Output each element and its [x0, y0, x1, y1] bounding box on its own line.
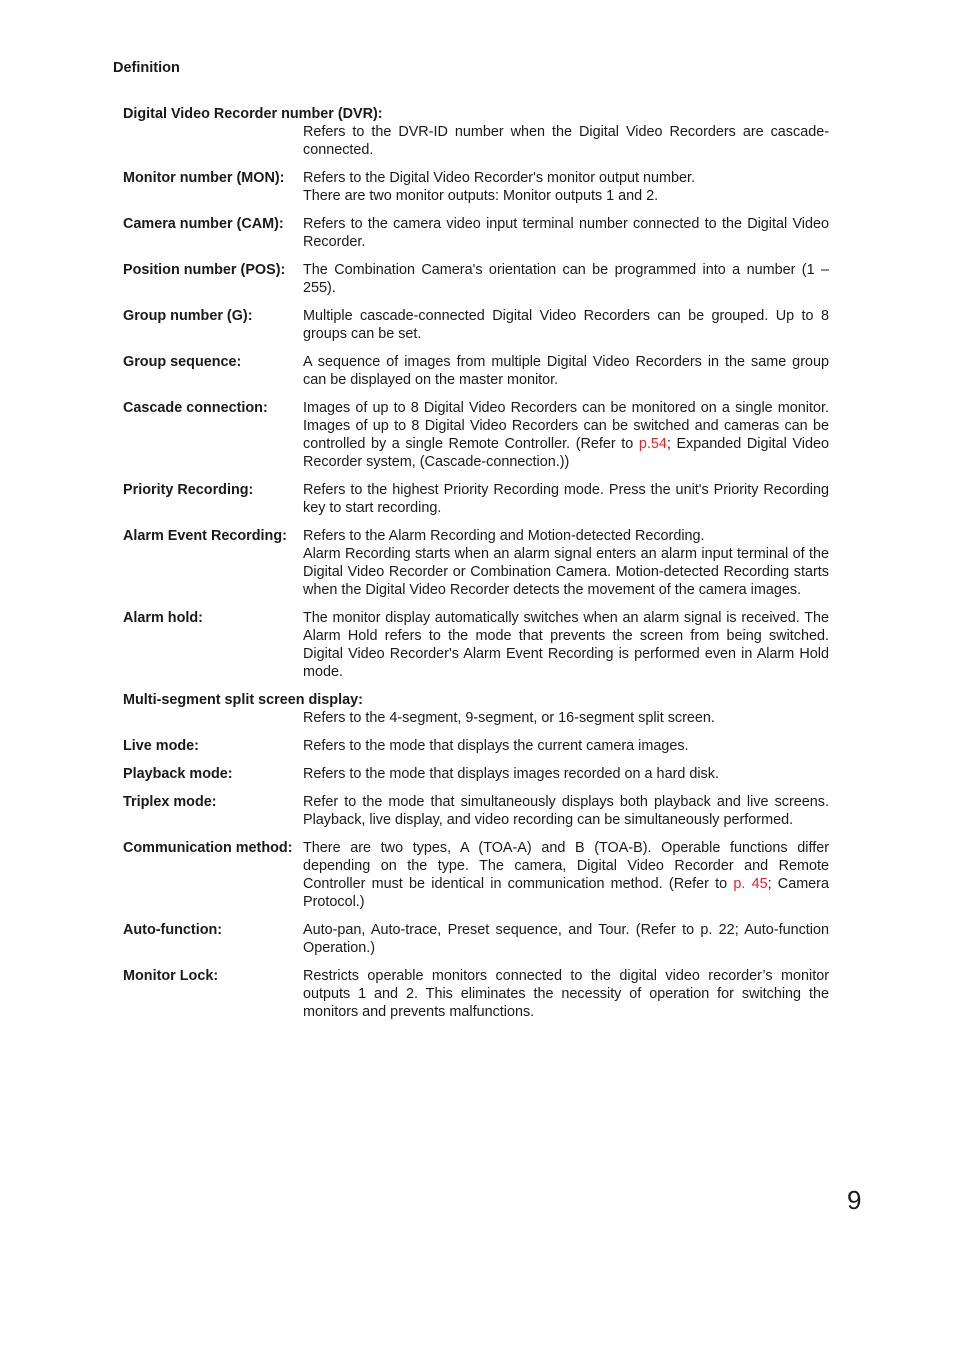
definition-entry [123, 481, 829, 517]
description-paragraph: Refers to the 4-segment, 9-segment, or 16-segment split screen. [303, 710, 715, 726]
definition-entry [123, 691, 829, 727]
description-paragraph: Refer to the mode that simultaneously displays both playback and live screens. Playback, live display, and video recording can be simultaneously performed. [303, 794, 829, 828]
description-paragraph: Restricts operable monitors connected to the digital video recorder’s monitor outputs 1 and 2. This eliminates the necessity of operation for switching the monitors and prevents malfunctions. [303, 968, 829, 1020]
definition-entry [123, 169, 829, 205]
definition-term: Communication method: [123, 840, 293, 856]
description-paragraph: Refers to the DVR-ID number when the Digital Video Recorders are cascade-connected. [303, 124, 829, 158]
description-paragraph: Multiple cascade-connected Digital Video Recorders can be grouped. Up to 8 groups can be set. [303, 308, 829, 342]
definition-term: Cascade connection: [123, 400, 268, 416]
definition-description [303, 527, 829, 599]
definition-entry [123, 921, 829, 957]
description-text: Images of up to 8 Digital Video Recorders can be monitored on a single monitor. Images of up to 8 Digital Video Recorders can be switched and cameras can be controlled by a single Remote Controller. (Refer to [303, 400, 829, 452]
description-text: ; Camera Protocol.) [303, 876, 829, 910]
definition-description [303, 737, 829, 755]
description-paragraph [303, 839, 829, 911]
description-paragraph: Refers to the Digital Video Recorder's monitor output number. [303, 170, 696, 186]
definition-description [303, 793, 829, 829]
definition-term: Camera number (CAM): [123, 216, 284, 232]
definition-term: Alarm Event Recording: [123, 528, 287, 544]
definition-entry [123, 737, 829, 755]
definition-entry [123, 215, 829, 251]
definition-entry [123, 527, 829, 599]
description-paragraph: Refers to the Alarm Recording and Motion-detected Recording. [303, 528, 705, 544]
description-paragraph: Refers to the highest Priority Recording mode. Press the unit's Priority Recording key to start recording. [303, 482, 829, 516]
description-paragraph: Refers to the mode that displays images recorded on a hard disk. [303, 766, 719, 782]
definition-term: Playback mode: [123, 766, 233, 782]
definition-term: Position number (POS): [123, 262, 286, 278]
definition-description [303, 709, 829, 727]
definition-term: Group sequence: [123, 354, 242, 370]
definition-term: Live mode: [123, 738, 199, 754]
definition-term: Priority Recording: [123, 482, 254, 498]
definition-entry [123, 765, 829, 783]
description-paragraph: There are two monitor outputs: Monitor outputs 1 and 2. [303, 188, 659, 204]
page-reference-link[interactable]: p.54 [638, 436, 667, 452]
definition-entry [123, 105, 829, 159]
description-paragraph: The Combination Camera's orientation can be programmed into a number (1 – 255). [303, 262, 829, 296]
definition-description [303, 353, 829, 389]
definition-description [303, 123, 829, 159]
definition-description [303, 215, 829, 251]
description-paragraph: Alarm Recording starts when an alarm signal enters an alarm input terminal of the Digital Video Recorder or Combination Camera. Motion-detected Recording starts when the Digital Video Recorder detects the movement of the camera images. [303, 546, 829, 598]
description-paragraph [303, 399, 829, 471]
definition-entry [123, 967, 829, 1021]
definition-description [303, 921, 829, 957]
definition-term: Auto-function: [123, 922, 223, 938]
definition-entry [123, 353, 829, 389]
definition-entry [123, 793, 829, 829]
definition-entry [123, 839, 829, 911]
definition-description [303, 967, 829, 1021]
description-paragraph: Refers to the mode that displays the current camera images. [303, 738, 689, 754]
definition-list [123, 105, 829, 1031]
definition-description [303, 261, 829, 297]
definition-term: Monitor Lock: [123, 968, 219, 984]
description-paragraph: The monitor display automatically switches when an alarm signal is received. The Alarm Hold refers to the mode that prevents the screen from being switched. Digital Video Recorder's Alarm Event Recording is performed even in Alarm Hold mode. [303, 610, 829, 680]
description-text: There are two types, A (TOA-A) and B (TOA-B). Operable functions differ depending on the type. The camera, Digital Video Recorder and Remote Controller must be identical in communication method. (Refer to [303, 840, 829, 892]
description-paragraph: Refers to the camera video input terminal number connected to the Digital Video Recorder. [303, 216, 829, 250]
definition-entry [123, 261, 829, 297]
definition-description [303, 481, 829, 517]
definition-description [303, 765, 829, 783]
definition-entry [123, 609, 829, 681]
definition-term: Group number (G): [123, 308, 253, 324]
definition-term: Digital Video Recorder number (DVR): [123, 106, 383, 122]
definition-entry [123, 399, 829, 471]
description-paragraph: Auto-pan, Auto-trace, Preset sequence, and Tour. (Refer to p. 22; Auto-function Operation.) [303, 922, 829, 956]
definition-term: Multi-segment split screen display: [123, 692, 363, 708]
definition-description [303, 609, 829, 681]
definition-term: Alarm hold: [123, 610, 203, 626]
definition-description [303, 169, 829, 205]
definition-description [303, 307, 829, 343]
section-title: Definition [113, 60, 180, 76]
definition-description [303, 839, 829, 911]
description-text: ; Expanded Digital Video Recorder system, (Cascade-connection.)) [303, 436, 829, 470]
description-paragraph: A sequence of images from multiple Digital Video Recorders in the same group can be displayed on the master monitor. [303, 354, 829, 388]
definition-description [303, 399, 829, 471]
definition-term: Monitor number (MON): [123, 170, 285, 186]
page-number: 9 [847, 1185, 862, 1215]
page-reference-link[interactable]: p. 45 [733, 876, 768, 892]
definition-term: Triplex mode: [123, 794, 217, 810]
definition-entry [123, 307, 829, 343]
